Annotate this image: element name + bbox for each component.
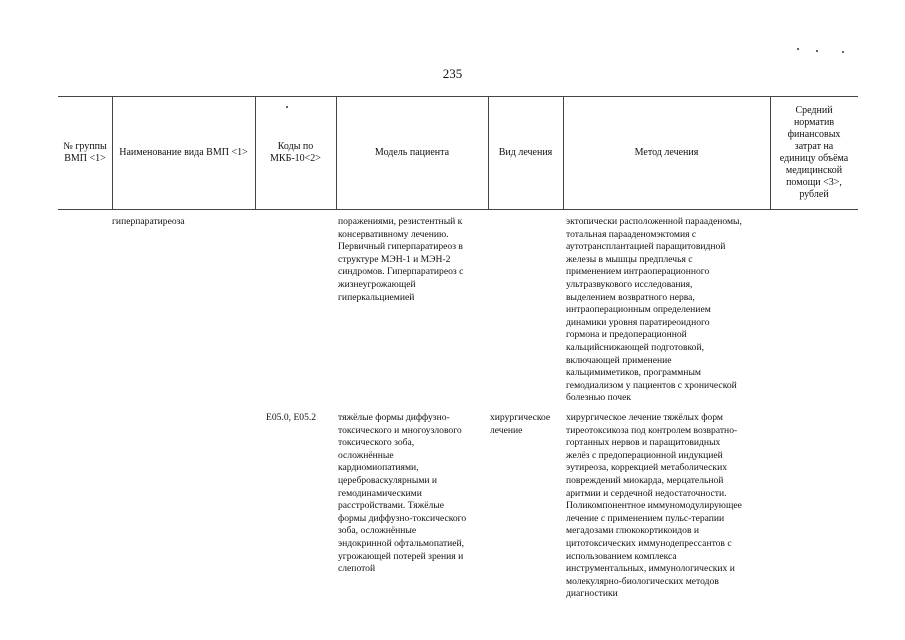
row1-vmp-name: гиперпаратиреоза bbox=[112, 216, 185, 227]
row2-treatment-method bbox=[566, 412, 742, 601]
text-line: железы в мышцы предплечья с bbox=[566, 253, 693, 265]
text-line: жизнеугрожающей bbox=[338, 278, 416, 290]
text-line: поражениями, резистентный к bbox=[338, 216, 463, 227]
row2-icd-codes: E05.0, E05.2 bbox=[266, 412, 317, 423]
row1-treatment-method bbox=[566, 216, 742, 405]
text-line: включающей применение bbox=[566, 354, 672, 366]
text-line: зоба, осложнённые bbox=[338, 525, 417, 537]
text-line: эндокринной офтальмопатией, bbox=[338, 537, 465, 549]
text-line: Поликомпонентное иммуномодулирующее bbox=[566, 500, 742, 512]
text-line: кардиомиопатиями, bbox=[338, 462, 419, 474]
text-line: диагностики bbox=[566, 588, 618, 600]
text-line: выделением возвратного нерва, bbox=[566, 291, 695, 303]
header-financial-norm: Средний норматив финансовых затрат на единицу объёма медицинской помощи <3>, рублей bbox=[779, 105, 849, 200]
text-line: гортанных нервов и паращитовидных bbox=[566, 437, 721, 449]
text-line: лечение с применением пульс-терапии bbox=[566, 512, 725, 524]
text-line: эутиреоза, коррекцией метаболических bbox=[566, 462, 728, 474]
text-line: кальцимиметиков, программным bbox=[566, 367, 701, 379]
text-line: желёз с предоперационной индукцией bbox=[566, 449, 723, 461]
text-line: мегадозами глюкокортикоидов и bbox=[566, 525, 700, 537]
header-vmp-name: Наименование вида ВМП <1> bbox=[119, 147, 248, 158]
text-line: слепотой bbox=[338, 563, 376, 575]
text-line: осложнённые bbox=[338, 449, 394, 461]
header-treatment-type: Вид лечения bbox=[498, 147, 553, 158]
text-line: аритмии и сердечной недостаточности. bbox=[566, 487, 727, 499]
text-line: интраоперационным определением bbox=[566, 304, 711, 316]
scan-mark bbox=[816, 50, 818, 52]
text-line: лечение bbox=[490, 424, 523, 436]
vmp-table bbox=[58, 96, 858, 210]
text-line: Первичный гиперпаратиреоз в bbox=[338, 241, 463, 253]
text-line: хирургическое bbox=[490, 412, 551, 423]
scan-mark bbox=[842, 51, 844, 53]
text-line: аутотрансплантацией паращитовидной bbox=[566, 241, 726, 253]
text-line: консервативному лечению. bbox=[338, 228, 449, 240]
text-line: формы диффузно-токсического bbox=[338, 512, 467, 524]
text-line: болезнью почек bbox=[566, 392, 632, 404]
text-line: структуре МЭН-1 и МЭН-2 bbox=[338, 253, 451, 265]
text-line: ультразвукового исследования, bbox=[566, 278, 693, 290]
header-group-number: № группы ВМП <1> bbox=[63, 141, 107, 164]
text-line: тиреотоксикоза под контролем возвратно- bbox=[566, 424, 738, 436]
text-line: кальцийснижающей подготовкой, bbox=[566, 341, 704, 353]
scan-mark bbox=[797, 48, 799, 50]
table-header-row bbox=[58, 96, 858, 210]
text-line: синдромов. Гиперпаратиреоз с bbox=[338, 266, 464, 278]
text-line: гормона и предоперационной bbox=[566, 329, 687, 341]
text-line: тяжёлые формы диффузно- bbox=[338, 412, 450, 423]
text-line: хирургическое лечение тяжёлых форм bbox=[566, 412, 723, 423]
row2-treatment-type bbox=[490, 412, 550, 437]
text-line: угрожающей потерей зрения и bbox=[338, 550, 464, 562]
text-line: повреждений миокарда, мерцательной bbox=[566, 474, 724, 486]
text-line: гемодиализом у пациентов с хронической bbox=[566, 379, 737, 391]
text-line: эктопически расположенной парааденомы, bbox=[566, 216, 742, 227]
header-patient-model: Модель пациента bbox=[374, 147, 450, 158]
row1-patient-model bbox=[338, 216, 463, 304]
text-line: расстройствами. Тяжёлые bbox=[338, 500, 445, 512]
text-line: цитотоксических иммунодепрессантов с bbox=[566, 537, 732, 549]
text-line: динамики уровня паратиреоидного bbox=[566, 316, 710, 328]
text-line: гемодинамическими bbox=[338, 487, 422, 499]
header-icd-codes: Коды по МКБ-10<2> bbox=[270, 141, 321, 164]
text-line: инструментальных, иммунологических и bbox=[566, 563, 735, 575]
text-line: применением интраоперационного bbox=[566, 266, 710, 278]
text-line: гиперкальциемией bbox=[338, 291, 415, 303]
text-line: цереброваскулярными и bbox=[338, 474, 438, 486]
text-line: тотальная парааденомэктомия с bbox=[566, 228, 697, 240]
page-number: 235 bbox=[442, 66, 463, 81]
text-line: токсического зоба, bbox=[338, 437, 415, 449]
text-line: использованием комплекса bbox=[566, 550, 677, 562]
text-line: токсического и многоузлового bbox=[338, 424, 462, 436]
header-treatment-method: Метод лечения bbox=[634, 147, 699, 158]
text-line: молекулярно-биологических методов bbox=[566, 575, 719, 587]
row2-patient-model bbox=[338, 412, 466, 576]
